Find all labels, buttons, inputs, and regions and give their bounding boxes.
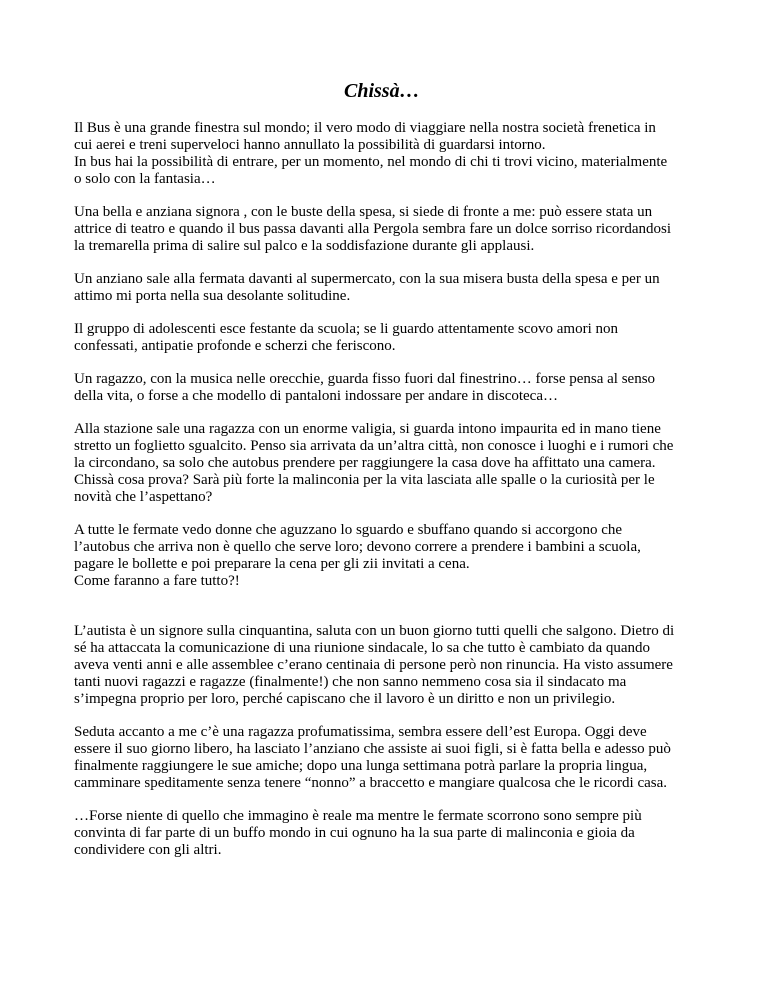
paragraph-line: finalmente raggiungere le sue amiche; dopo una lunga settimana potrà parlare la propria lingua, — [74, 758, 648, 774]
paragraph-5 — [74, 371, 706, 405]
paragraph-line: essere il suo giorno libero, ha lasciato l’anziano che assiste ai suoi figli, si è fatta bella e adesso può — [74, 741, 671, 757]
paragraph-line: attrice di teatro e quando il bus passa davanti alla Pergola sembra fare un dolce sorriso ricordandosi — [74, 221, 672, 237]
paragraph-10 — [74, 808, 706, 859]
paragraph-1 — [74, 120, 706, 188]
paragraph-line: L’autista è un signore sulla cinquantina, saluta con un buon giorno tutti quelli che salgono. Dietro di — [74, 623, 675, 639]
paragraph-line: camminare speditamente senza tenere “nonno” a braccetto e mangiare qualcosa che le ricordi casa. — [74, 775, 668, 791]
document-body — [74, 120, 706, 875]
paragraph-line: Il gruppo di adolescenti esce festante da scuola; se li guardo attentamente scovo amori non — [74, 321, 618, 337]
paragraph-6 — [74, 421, 706, 506]
paragraph-line: Un anziano sale alla fermata davanti al supermercato, con la sua misera busta della spesa e per un — [74, 271, 660, 287]
paragraph-line: In bus hai la possibilità di entrare, per un momento, nel mondo di chi ti trovi vicino, materialmente — [74, 154, 668, 170]
paragraph-line: la circondano, sa solo che autobus prendere per raggiungere la casa dove ha affittato una camera. — [74, 455, 656, 471]
paragraph-line: attimo mi porta nella sua desolante solitudine. — [74, 288, 351, 304]
paragraph-line: tanti nuovi ragazzi e ragazze (finalmente!) che non sanno nemmeno cosa sia il sindacato ma — [74, 674, 627, 690]
paragraph-3 — [74, 271, 706, 305]
document-title: Chissà… — [344, 80, 420, 102]
paragraph-line: s’impegna proprio per loro, perché capiscano che il lavoro è un diritto e non un privilegio. — [74, 691, 616, 707]
paragraph-line: confessati, antipatie profonde e scherzi che feriscono. — [74, 338, 396, 354]
paragraph-line: Come faranno a fare tutto?! — [74, 573, 240, 589]
paragraph-line: …Forse niente di quello che immagino è reale ma mentre le fermate scorrono sono sempre più — [74, 808, 642, 824]
paragraph-line: la tremarella prima di salire sul palco e la soddisfazione durante gli applausi. — [74, 238, 535, 254]
paragraph-line: Chissà cosa prova? Sarà più forte la malinconia per la vita lasciata alle spalle o la curiosità per le — [74, 472, 655, 488]
paragraph-line: della vita, o forse a che modello di pantaloni indossare per andare in discoteca… — [74, 388, 558, 404]
paragraph-2 — [74, 204, 706, 255]
paragraph-8 — [74, 623, 706, 708]
paragraph-line: aveva venti anni e alle assemblee c’erano centinaia di persone però non rinuncia. Ha visto assumere — [74, 657, 673, 673]
paragraph-line: Il Bus è una grande finestra sul mondo; il vero modo di viaggiare nella nostra società frenetica in — [74, 120, 656, 136]
paragraph-line: Una bella e anziana signora , con le buste della spesa, si siede di fronte a me: può essere stata un — [74, 204, 653, 220]
paragraph-line: Alla stazione sale una ragazza con un enorme valigia, si guarda intono impaurita ed in mano tiene — [74, 421, 661, 437]
paragraph-9 — [74, 724, 706, 792]
paragraph-line: cui aerei e treni superveloci hanno annullato la possibilità di guardarsi intorno. — [74, 137, 546, 153]
paragraph-line: Seduta accanto a me c’è una ragazza profumatissima, sembra essere dell’est Europa. Oggi deve — [74, 724, 647, 740]
paragraph-line: condividere con gli altri. — [74, 842, 222, 858]
paragraph-4 — [74, 321, 706, 355]
paragraph-line: novità che l’aspettano? — [74, 489, 213, 505]
paragraph-line: Un ragazzo, con la musica nelle orecchie, guarda fisso fuori dal finestrino… forse pensa al senso — [74, 371, 656, 387]
paragraph-line: convinta di far parte di un buffo mondo in cui ognuno ha la sua parte di malinconia e gioia da — [74, 825, 635, 841]
paragraph-7 — [74, 522, 706, 590]
paragraph-line: l’autobus che arriva non è quello che serve loro; devono correre a prendere i bambini a scuola, — [74, 539, 641, 555]
paragraph-line: stretto un foglietto sgualcito. Penso sia arrivata da un’altra città, non conosce i luoghi e i rumori che — [74, 438, 674, 454]
paragraph-line: A tutte le fermate vedo donne che aguzzano lo sguardo e sbuffano quando si accorgono che — [74, 522, 623, 538]
paragraph-line: pagare le bollette e poi preparare la cena per gli zii invitati a cena. — [74, 556, 470, 572]
paragraph-line: o solo con la fantasia… — [74, 171, 216, 187]
paragraph-line: sé ha attaccata la comunicazione di una riunione sindacale, lo sa che tutto è cambiato da quando — [74, 640, 651, 656]
